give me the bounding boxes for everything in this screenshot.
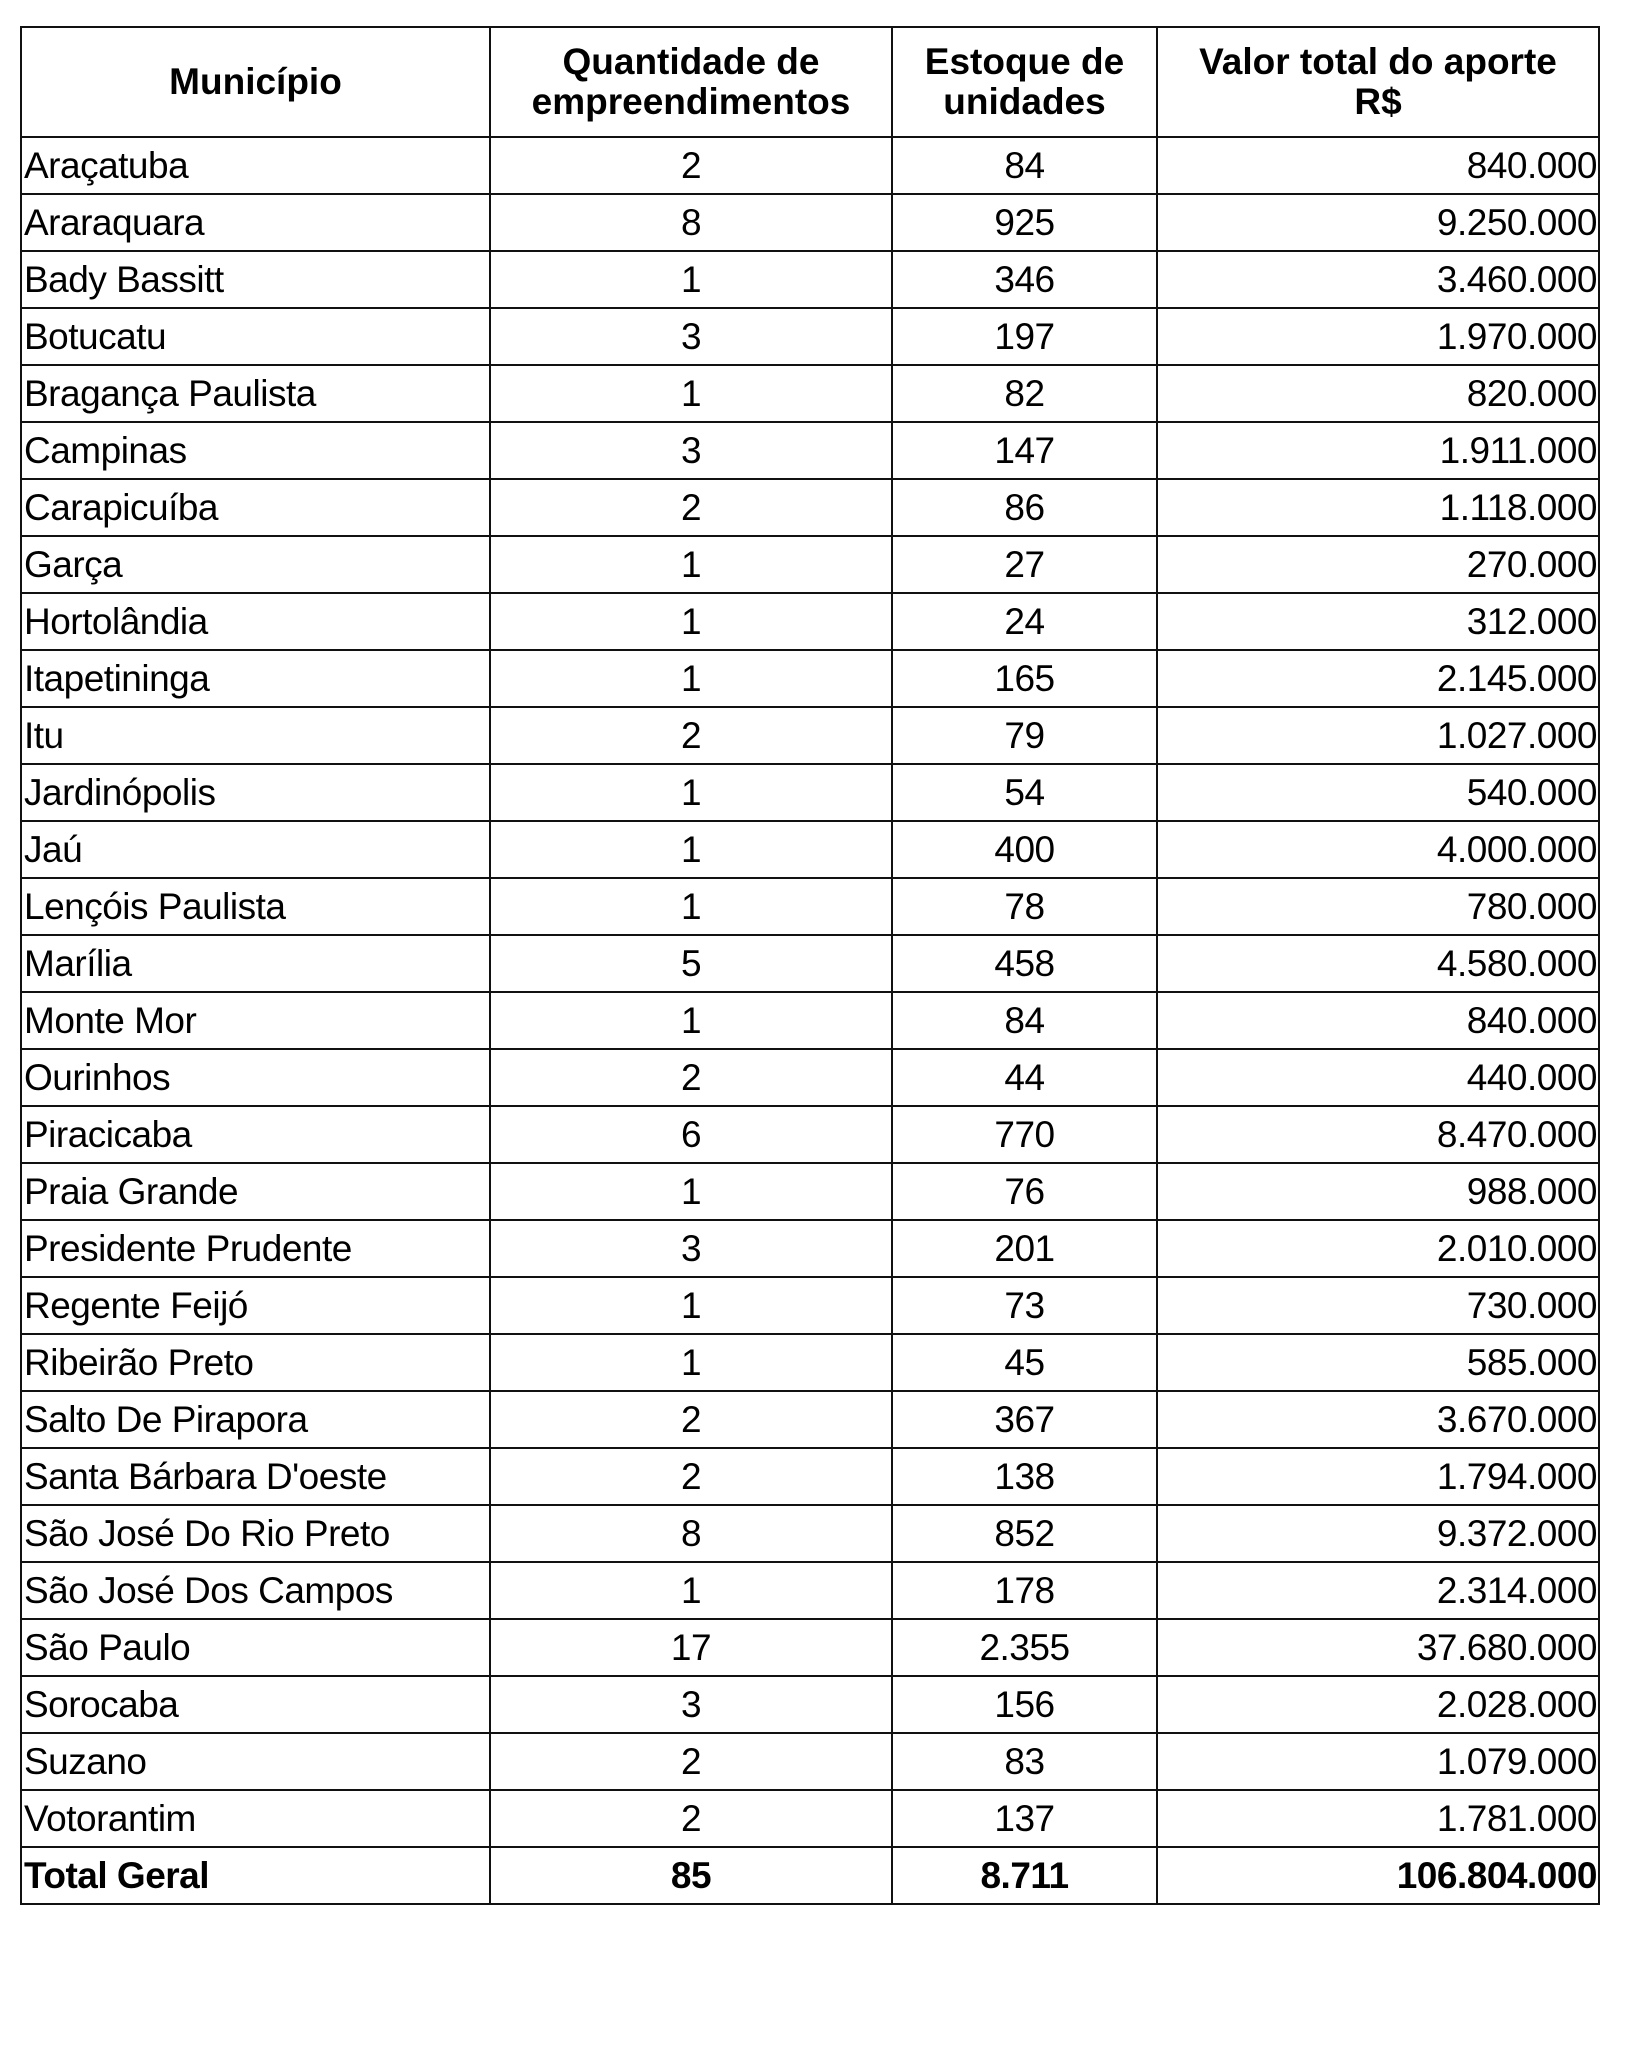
total-valor: 106.804.000 bbox=[1157, 1847, 1599, 1904]
cell-valor: 2.145.000 bbox=[1157, 650, 1599, 707]
cell-estoque: 156 bbox=[892, 1676, 1157, 1733]
cell-estoque: 76 bbox=[892, 1163, 1157, 1220]
table-row bbox=[21, 137, 1599, 194]
cell-valor: 9.372.000 bbox=[1157, 1505, 1599, 1562]
cell-quantidade: 6 bbox=[490, 1106, 892, 1163]
cell-quantidade: 5 bbox=[490, 935, 892, 992]
cell-municipio: Praia Grande bbox=[21, 1163, 490, 1220]
table-row bbox=[21, 1619, 1599, 1676]
cell-municipio: Jaú bbox=[21, 821, 490, 878]
table-row bbox=[21, 764, 1599, 821]
cell-estoque: 82 bbox=[892, 365, 1157, 422]
table-row bbox=[21, 992, 1599, 1049]
cell-quantidade: 1 bbox=[490, 764, 892, 821]
cell-valor: 840.000 bbox=[1157, 137, 1599, 194]
cell-estoque: 197 bbox=[892, 308, 1157, 365]
table-body bbox=[21, 137, 1599, 1904]
table-row bbox=[21, 1733, 1599, 1790]
cell-valor: 3.670.000 bbox=[1157, 1391, 1599, 1448]
header-municipio-line-1: Município bbox=[169, 61, 342, 102]
cell-municipio: Garça bbox=[21, 536, 490, 593]
table-row bbox=[21, 308, 1599, 365]
cell-valor: 1.781.000 bbox=[1157, 1790, 1599, 1847]
cell-valor: 4.000.000 bbox=[1157, 821, 1599, 878]
cell-estoque: 138 bbox=[892, 1448, 1157, 1505]
cell-quantidade: 1 bbox=[490, 251, 892, 308]
table-row bbox=[21, 821, 1599, 878]
total-quantidade: 85 bbox=[490, 1847, 892, 1904]
cell-municipio: Araçatuba bbox=[21, 137, 490, 194]
total-estoque: 8.711 bbox=[892, 1847, 1157, 1904]
cell-valor: 1.079.000 bbox=[1157, 1733, 1599, 1790]
table-row bbox=[21, 1049, 1599, 1106]
cell-municipio: Araraquara bbox=[21, 194, 490, 251]
cell-estoque: 367 bbox=[892, 1391, 1157, 1448]
cell-municipio: Santa Bárbara D'oeste bbox=[21, 1448, 490, 1505]
header-valor-line-1: Valor total do aporte bbox=[1199, 41, 1557, 82]
table-row bbox=[21, 1334, 1599, 1391]
table-row bbox=[21, 650, 1599, 707]
cell-municipio: Marília bbox=[21, 935, 490, 992]
cell-estoque: 137 bbox=[892, 1790, 1157, 1847]
cell-municipio: Campinas bbox=[21, 422, 490, 479]
header-estoque-line-2: unidades bbox=[943, 81, 1106, 122]
cell-quantidade: 2 bbox=[490, 1733, 892, 1790]
cell-municipio: São José Dos Campos bbox=[21, 1562, 490, 1619]
header-valor-total-aporte bbox=[1157, 27, 1599, 137]
cell-valor: 1.118.000 bbox=[1157, 479, 1599, 536]
cell-quantidade: 1 bbox=[490, 821, 892, 878]
table-row bbox=[21, 1790, 1599, 1847]
cell-valor: 4.580.000 bbox=[1157, 935, 1599, 992]
cell-estoque: 86 bbox=[892, 479, 1157, 536]
cell-quantidade: 1 bbox=[490, 1562, 892, 1619]
table-row bbox=[21, 878, 1599, 935]
cell-valor: 2.314.000 bbox=[1157, 1562, 1599, 1619]
table-row bbox=[21, 1106, 1599, 1163]
cell-municipio: Jardinópolis bbox=[21, 764, 490, 821]
cell-municipio: Regente Feijó bbox=[21, 1277, 490, 1334]
table-row bbox=[21, 251, 1599, 308]
cell-quantidade: 2 bbox=[490, 1049, 892, 1106]
table-row bbox=[21, 536, 1599, 593]
cell-quantidade: 1 bbox=[490, 593, 892, 650]
cell-estoque: 178 bbox=[892, 1562, 1157, 1619]
table-row bbox=[21, 707, 1599, 764]
table-row bbox=[21, 1391, 1599, 1448]
cell-municipio: Bady Bassitt bbox=[21, 251, 490, 308]
header-quantidade-line-2: empreendimentos bbox=[531, 81, 851, 122]
cell-estoque: 24 bbox=[892, 593, 1157, 650]
total-label: Total Geral bbox=[21, 1847, 490, 1904]
cell-municipio: Presidente Prudente bbox=[21, 1220, 490, 1277]
cell-municipio: Carapicuíba bbox=[21, 479, 490, 536]
header-row bbox=[21, 27, 1599, 137]
cell-estoque: 925 bbox=[892, 194, 1157, 251]
cell-valor: 9.250.000 bbox=[1157, 194, 1599, 251]
cell-estoque: 2.355 bbox=[892, 1619, 1157, 1676]
cell-valor: 2.010.000 bbox=[1157, 1220, 1599, 1277]
header-estoque-line-1: Estoque de bbox=[924, 41, 1125, 82]
table-row bbox=[21, 365, 1599, 422]
table-row bbox=[21, 1562, 1599, 1619]
cell-quantidade: 3 bbox=[490, 422, 892, 479]
cell-quantidade: 1 bbox=[490, 1334, 892, 1391]
cell-estoque: 44 bbox=[892, 1049, 1157, 1106]
table-row bbox=[21, 1277, 1599, 1334]
cell-municipio: Itapetininga bbox=[21, 650, 490, 707]
cell-municipio: Suzano bbox=[21, 1733, 490, 1790]
cell-quantidade: 17 bbox=[490, 1619, 892, 1676]
cell-municipio: Piracicaba bbox=[21, 1106, 490, 1163]
cell-valor: 1.794.000 bbox=[1157, 1448, 1599, 1505]
total-row bbox=[21, 1847, 1599, 1904]
cell-quantidade: 8 bbox=[490, 1505, 892, 1562]
cell-valor: 730.000 bbox=[1157, 1277, 1599, 1334]
cell-estoque: 201 bbox=[892, 1220, 1157, 1277]
cell-valor: 8.470.000 bbox=[1157, 1106, 1599, 1163]
header-municipio bbox=[21, 27, 490, 137]
table-row bbox=[21, 593, 1599, 650]
cell-municipio: Votorantim bbox=[21, 1790, 490, 1847]
cell-estoque: 45 bbox=[892, 1334, 1157, 1391]
cell-estoque: 458 bbox=[892, 935, 1157, 992]
cell-valor: 440.000 bbox=[1157, 1049, 1599, 1106]
cell-estoque: 83 bbox=[892, 1733, 1157, 1790]
cell-quantidade: 2 bbox=[490, 707, 892, 764]
cell-quantidade: 3 bbox=[490, 1220, 892, 1277]
cell-quantidade: 1 bbox=[490, 1277, 892, 1334]
cell-estoque: 852 bbox=[892, 1505, 1157, 1562]
cell-estoque: 79 bbox=[892, 707, 1157, 764]
cell-quantidade: 1 bbox=[490, 992, 892, 1049]
cell-valor: 1.911.000 bbox=[1157, 422, 1599, 479]
cell-estoque: 84 bbox=[892, 992, 1157, 1049]
cell-quantidade: 3 bbox=[490, 1676, 892, 1733]
cell-valor: 780.000 bbox=[1157, 878, 1599, 935]
cell-quantidade: 8 bbox=[490, 194, 892, 251]
cell-estoque: 27 bbox=[892, 536, 1157, 593]
cell-quantidade: 1 bbox=[490, 650, 892, 707]
table-row bbox=[21, 1163, 1599, 1220]
cell-estoque: 73 bbox=[892, 1277, 1157, 1334]
cell-municipio: Botucatu bbox=[21, 308, 490, 365]
table-row bbox=[21, 479, 1599, 536]
table-row bbox=[21, 422, 1599, 479]
cell-estoque: 770 bbox=[892, 1106, 1157, 1163]
cell-valor: 1.970.000 bbox=[1157, 308, 1599, 365]
cell-municipio: Hortolândia bbox=[21, 593, 490, 650]
table-row bbox=[21, 1220, 1599, 1277]
table-row bbox=[21, 1676, 1599, 1733]
municipality-investment-table bbox=[20, 26, 1600, 1905]
table-row bbox=[21, 1448, 1599, 1505]
cell-valor: 270.000 bbox=[1157, 536, 1599, 593]
header-quantidade-line-1: Quantidade de bbox=[562, 41, 820, 82]
cell-estoque: 78 bbox=[892, 878, 1157, 935]
cell-quantidade: 1 bbox=[490, 536, 892, 593]
cell-estoque: 400 bbox=[892, 821, 1157, 878]
cell-municipio: Itu bbox=[21, 707, 490, 764]
table-row bbox=[21, 935, 1599, 992]
cell-valor: 820.000 bbox=[1157, 365, 1599, 422]
cell-quantidade: 2 bbox=[490, 1448, 892, 1505]
table-header bbox=[21, 27, 1599, 137]
cell-quantidade: 2 bbox=[490, 1391, 892, 1448]
table-row bbox=[21, 1505, 1599, 1562]
cell-quantidade: 2 bbox=[490, 137, 892, 194]
cell-quantidade: 3 bbox=[490, 308, 892, 365]
cell-municipio: Lençóis Paulista bbox=[21, 878, 490, 935]
cell-estoque: 84 bbox=[892, 137, 1157, 194]
header-estoque-unidades bbox=[892, 27, 1157, 137]
cell-valor: 37.680.000 bbox=[1157, 1619, 1599, 1676]
cell-municipio: Bragança Paulista bbox=[21, 365, 490, 422]
table-row bbox=[21, 194, 1599, 251]
cell-valor: 540.000 bbox=[1157, 764, 1599, 821]
cell-quantidade: 2 bbox=[490, 1790, 892, 1847]
cell-valor: 1.027.000 bbox=[1157, 707, 1599, 764]
cell-estoque: 165 bbox=[892, 650, 1157, 707]
header-valor-line-2: R$ bbox=[1354, 81, 1402, 122]
cell-valor: 585.000 bbox=[1157, 1334, 1599, 1391]
cell-municipio: São Paulo bbox=[21, 1619, 490, 1676]
header-quantidade-empreendimentos bbox=[490, 27, 892, 137]
cell-municipio: Monte Mor bbox=[21, 992, 490, 1049]
cell-estoque: 147 bbox=[892, 422, 1157, 479]
cell-quantidade: 2 bbox=[490, 479, 892, 536]
cell-valor: 3.460.000 bbox=[1157, 251, 1599, 308]
cell-quantidade: 1 bbox=[490, 1163, 892, 1220]
cell-valor: 312.000 bbox=[1157, 593, 1599, 650]
cell-municipio: São José Do Rio Preto bbox=[21, 1505, 490, 1562]
cell-valor: 988.000 bbox=[1157, 1163, 1599, 1220]
cell-municipio: Ourinhos bbox=[21, 1049, 490, 1106]
cell-municipio: Ribeirão Preto bbox=[21, 1334, 490, 1391]
cell-municipio: Sorocaba bbox=[21, 1676, 490, 1733]
cell-estoque: 54 bbox=[892, 764, 1157, 821]
cell-municipio: Salto De Pirapora bbox=[21, 1391, 490, 1448]
cell-quantidade: 1 bbox=[490, 365, 892, 422]
cell-quantidade: 1 bbox=[490, 878, 892, 935]
cell-valor: 2.028.000 bbox=[1157, 1676, 1599, 1733]
cell-valor: 840.000 bbox=[1157, 992, 1599, 1049]
cell-estoque: 346 bbox=[892, 251, 1157, 308]
